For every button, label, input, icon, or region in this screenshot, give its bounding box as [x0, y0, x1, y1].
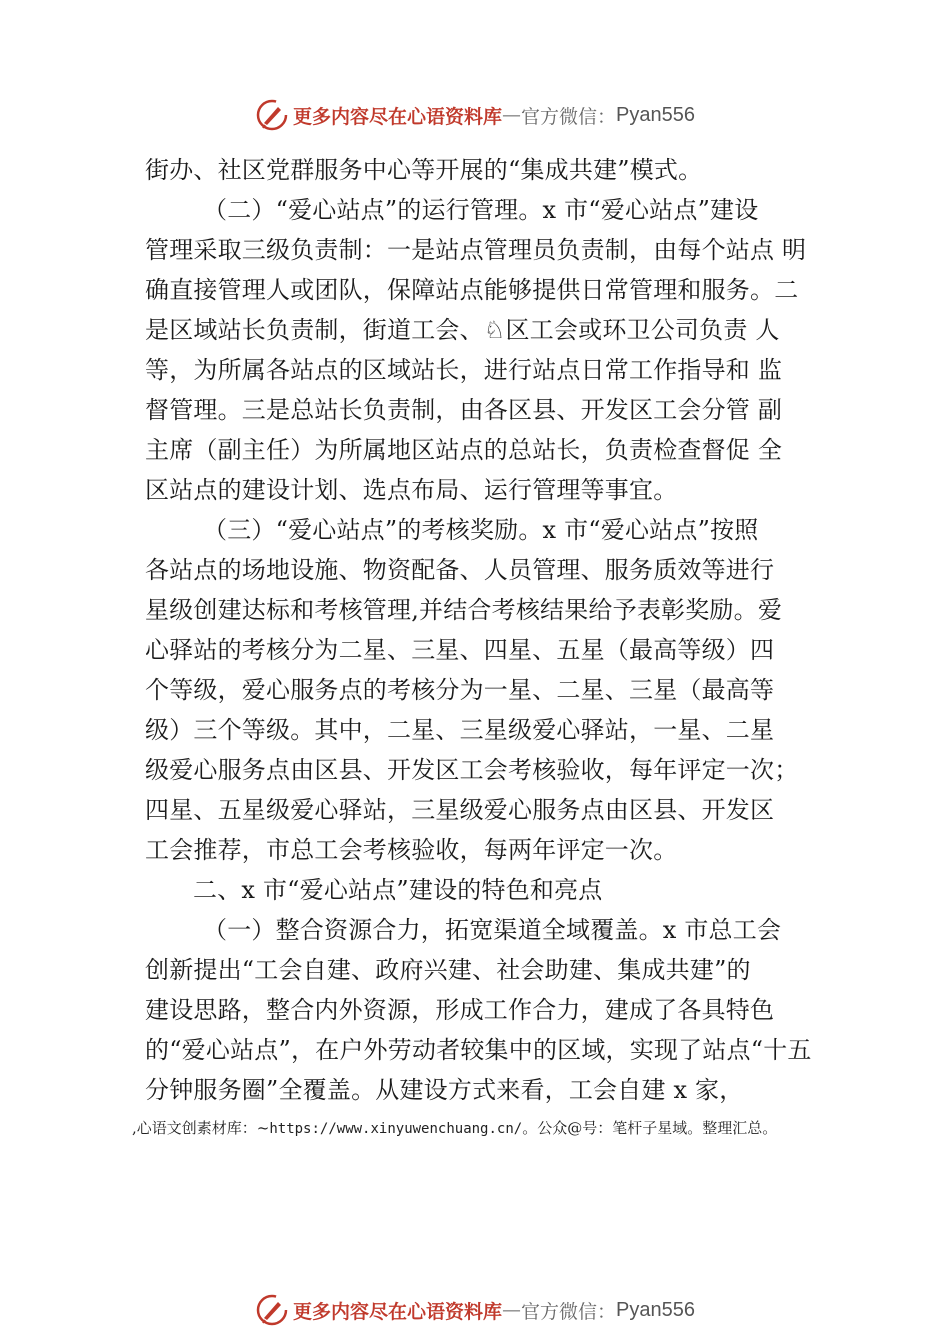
source-note-suffix: 。公众@号：笔杆子星域。整理汇总。 [522, 1119, 778, 1137]
quill-seal-icon [255, 1293, 289, 1327]
banner-dash: — [502, 104, 522, 126]
text-line: 等，为所属各站点的区域站长，进行站点日常工作指导和 监 [145, 356, 783, 384]
text-line: 二、x 市“爱心站点”建设的特色和亮点 [193, 876, 603, 904]
text-line: 四星、五星级爱心驿站，三星级爱心服务点由区县、开发区 [145, 796, 775, 824]
footer-banner [0, 1290, 950, 1330]
banner-label: 官方微信： [521, 105, 617, 128]
banner-brand: 更多内容尽在心语资料库 [293, 105, 503, 128]
text-line: 个等级，爱心服务点的考核分为一星、二星、三星（最高等 [145, 676, 775, 704]
text-line: 心驿站的考核分为二星、三星、四星、五星（最高等级）四 [145, 636, 775, 664]
text-line: 的“爱心站点”，在户外劳动者较集中的区域，实现了站点“十五 [145, 1036, 812, 1064]
text-line: 工会推荐，市总工会考核验收，每两年评定一次。 [145, 836, 678, 864]
text-line: 街办、社区党群服务中心等开展的“集成共建”模式。 [145, 156, 703, 184]
text-line: （三）“爱心站点”的考核奖励。x 市“爱心站点”按照 [203, 516, 759, 544]
text-line: 各站点的场地设施、物资配备、人员管理、服务质效等进行 [145, 556, 775, 584]
banner-wechat-id: Pyan556 [616, 103, 695, 126]
quill-seal-icon [255, 98, 289, 132]
text-line: 创新提出“工会自建、政府兴建、社会助建、集成共建”的 [145, 956, 751, 984]
banner-wechat-id: Pyan556 [616, 1298, 695, 1321]
text-line: 主席（副主任）为所属地区站点的总站长，负责检查督促 全 [145, 436, 783, 464]
text-line: 督管理。三是总站长负责制，由各区县、开发区工会分管 副 [145, 396, 783, 424]
text-line: （一）整合资源合力，拓宽渠道全域覆盖。x 市总工会 [203, 916, 782, 944]
text-line: 是区域站长负责制，街道工会、♘区工会或环卫公司负责 人 [145, 316, 780, 344]
source-url[interactable]: https://www.xinyuwenchuang.cn/ [269, 1121, 523, 1137]
text-line: 管理采取三级负责制：一是站点管理员负责制，由每个站点 明 [145, 236, 807, 264]
banner-dash: — [502, 1299, 522, 1321]
banner-label: 官方微信： [521, 1300, 617, 1323]
source-note-prefix: ,心语文创素材库：~ [132, 1119, 270, 1137]
text-line: 级）三个等级。其中，二星、三星级爱心驿站，一星、二星 [145, 716, 775, 744]
text-line: 建设思路，整合内外资源，形成工作合力，建成了各具特色 [145, 996, 775, 1024]
header-banner [0, 95, 950, 135]
text-line: 确直接管理人或团队，保障站点能够提供日常管理和服务。二 [145, 276, 799, 304]
text-line: 级爱心服务点由区县、开发区工会考核验收，每年评定一次； [145, 756, 799, 784]
text-line: 分钟服务圈”全覆盖。从建设方式来看，工会自建 x 家， [145, 1076, 744, 1104]
source-note [132, 1117, 777, 1138]
text-line: 区站点的建设计划、选点布局、运行管理等事宜。 [145, 476, 678, 504]
text-line: 星级创建达标和考核管理,并结合考核结果给予表彰奖励。爱 [145, 596, 783, 624]
banner-brand: 更多内容尽在心语资料库 [293, 1300, 503, 1323]
text-line: （二）“爱心站点”的运行管理。x 市“爱心站点”建设 [203, 196, 759, 224]
document-body [145, 150, 830, 1110]
